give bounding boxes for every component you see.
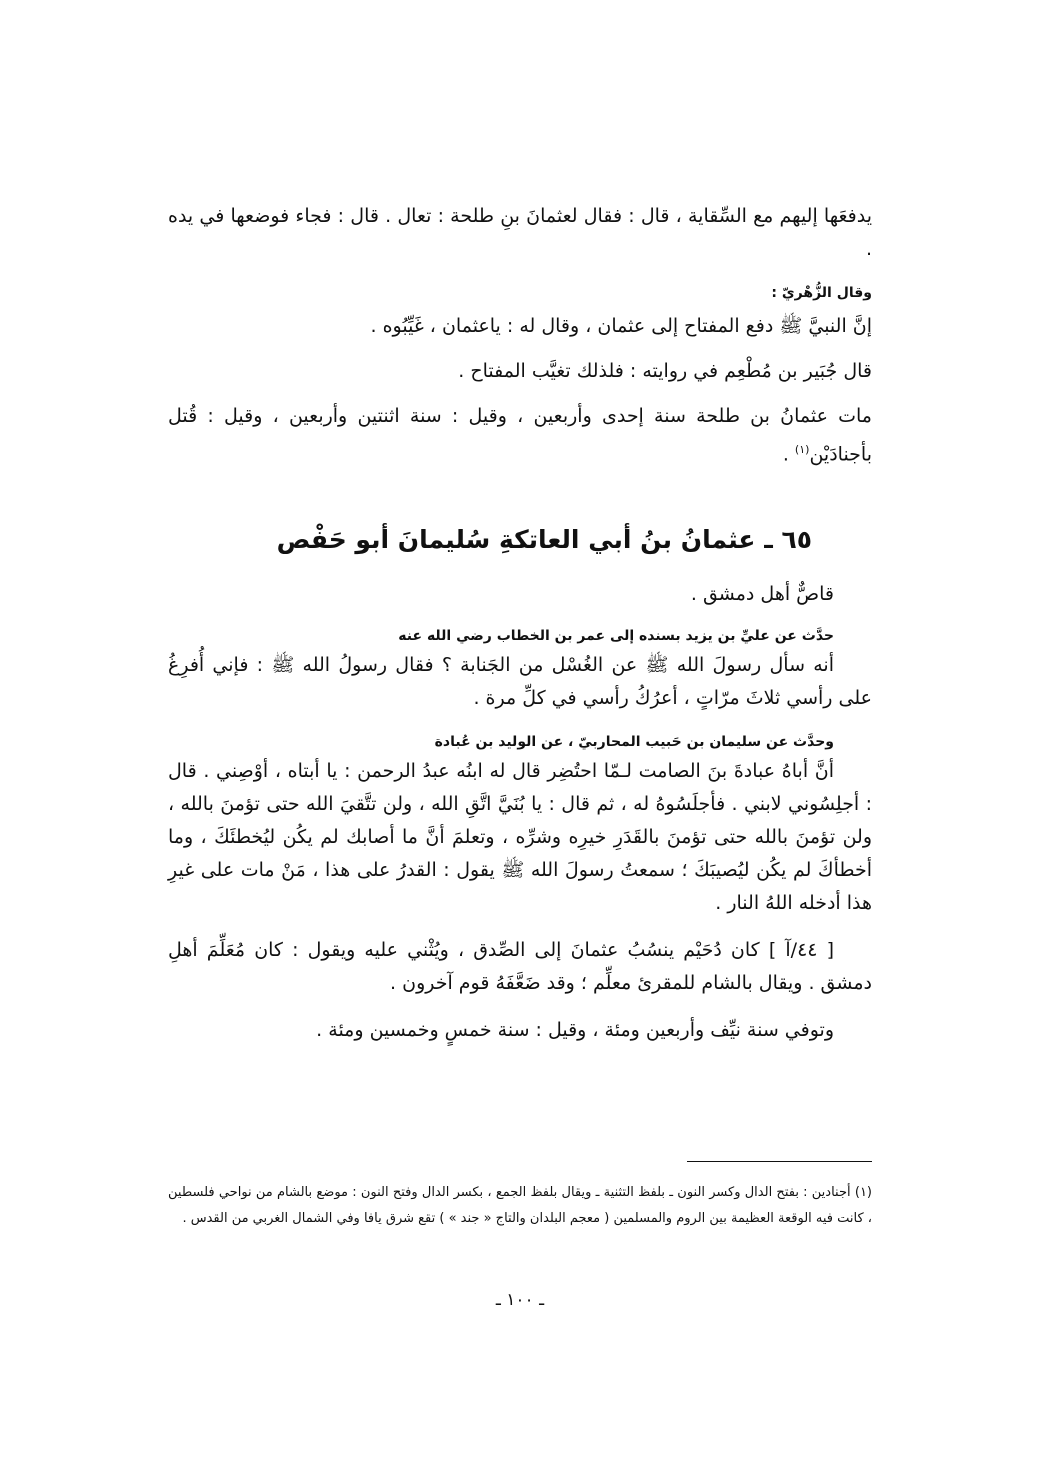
death-text: مات عثمانُ بن طلحة سنة إحدى وأربعين ، وقيل : سنة اثنتين وأربعين ، وقيل : قُتل بأجنادَيْن — [168, 405, 872, 466]
entry-description: قاصٌّ أهل دمشق . — [690, 583, 834, 605]
hadith-2: أنَّ أباهُ عبادةَ بنَ الصامت لـمّا احتُضِر قال له ابنُه عبدُ الرحمن : يا أبتاه ، أوْصِني . قال : أجلِسُوني لابني . فأجلَسُوهُ له ، ثم قال : يا بُنَيَّ اتَّقِ الله ، ولن تتَّقيَ الله حتى تؤمنَ بالله ، ولن تؤمنَ بالله حتى تؤمنَ بالقَدَرِ خيرِه وشرِّه ، وتعلمَ أنَّ ما أصابك لم يكُن ليُخطئَكَ ، وما أخطأكَ لم يكُن ليُصيبَكَ ؛ سمعتُ رسولَ الله ﷺ يقول : القدرُ على هذا ، مَنْ مات على غيرِ هذا أدخله اللهُ النار . — [168, 760, 872, 914]
page-number: ـ ١٠٠ ـ — [495, 1290, 545, 1310]
hadith-1: أنه سأل رسولَ الله ﷺ عن الغُسْل من الجَنابة ؟ فقال رسولُ الله ﷺ : فإني أُفرِغُ على رأسي ثلاثَ مرّاتٍ ، أعرُكُ رأسي في كلِّ مرة . — [168, 654, 872, 709]
footnote-divider — [687, 1161, 872, 1162]
jubair-narration: قال جُبَير بن مُطْعِم في روايته : فلذلك تغيَّب المفتاح . — [458, 360, 872, 382]
intro-section — [168, 200, 872, 471]
entry-title: ٦٥ ـ عثمانُ بنُ أبي العاتكةِ سُليمانَ أبو حَفْص — [276, 525, 812, 554]
footnote: (١) أجنادين : بفتح الدال وكسر النون ـ بلفظ التثنية ـ ويقال بلفظ الجمع ، بكسر الدال وفتح النون : موضع بالشام من نواحي فلسطين ، كانت فيه الوقعة العظيمة بين الروم والمسلمين ( معجم البلدان والتاج « جند » ) تقع شرق يافا وفي الشمال الغربي من القدس . — [168, 1185, 872, 1226]
folio-marker: [ ٤٤/آ ] — [768, 939, 835, 961]
isnad-1: حدَّث عن عليِّ بن يزيد بسنده إلى عمر بن الخطاب رضي الله عنه — [398, 628, 834, 644]
zuhri-narration: إنَّ النبيَّ ﷺ دفع المفتاح إلى عثمان ، وقال له : ياعثمان ، غَيِّبُوه . — [370, 315, 872, 337]
duhaym-paragraph: [ ٤٤/آ ] كان دُحَيْم ينسُبُ عثمانَ إلى الصِّدق ، ويُثْني عليه ويقول : كان مُعَلِّمَ أهلِ دمشق . ويقال بالشام للمقرئ معلِّم ؛ وقد ضَعَّفَهُ قوم آخرون . — [168, 939, 872, 994]
zuhri-heading: وقال الزُّهْريّ : — [771, 285, 872, 301]
death-note: وتوفي سنة نيِّف وأربعين ومئة ، وقيل : سنة خمسٍ وخمسين ومئة . — [316, 1019, 834, 1041]
continuation-paragraph: يدفعَها إليهم مع السِّقاية ، قال : فقال لعثمانَ بنِ طلحة : تعال . قال : فجاء فوضعها في يده . — [168, 205, 872, 260]
footnote-ref[interactable]: (١) — [794, 443, 810, 456]
entry-section — [168, 578, 872, 1047]
isnad-2: وحدَّث عن سليمان بن حَبيب المحاربيّ ، عن الوليد بن عُبادة — [434, 734, 834, 750]
death-paragraph — [168, 400, 872, 471]
book-page — [168, 200, 872, 1320]
death-end: . — [782, 443, 795, 466]
